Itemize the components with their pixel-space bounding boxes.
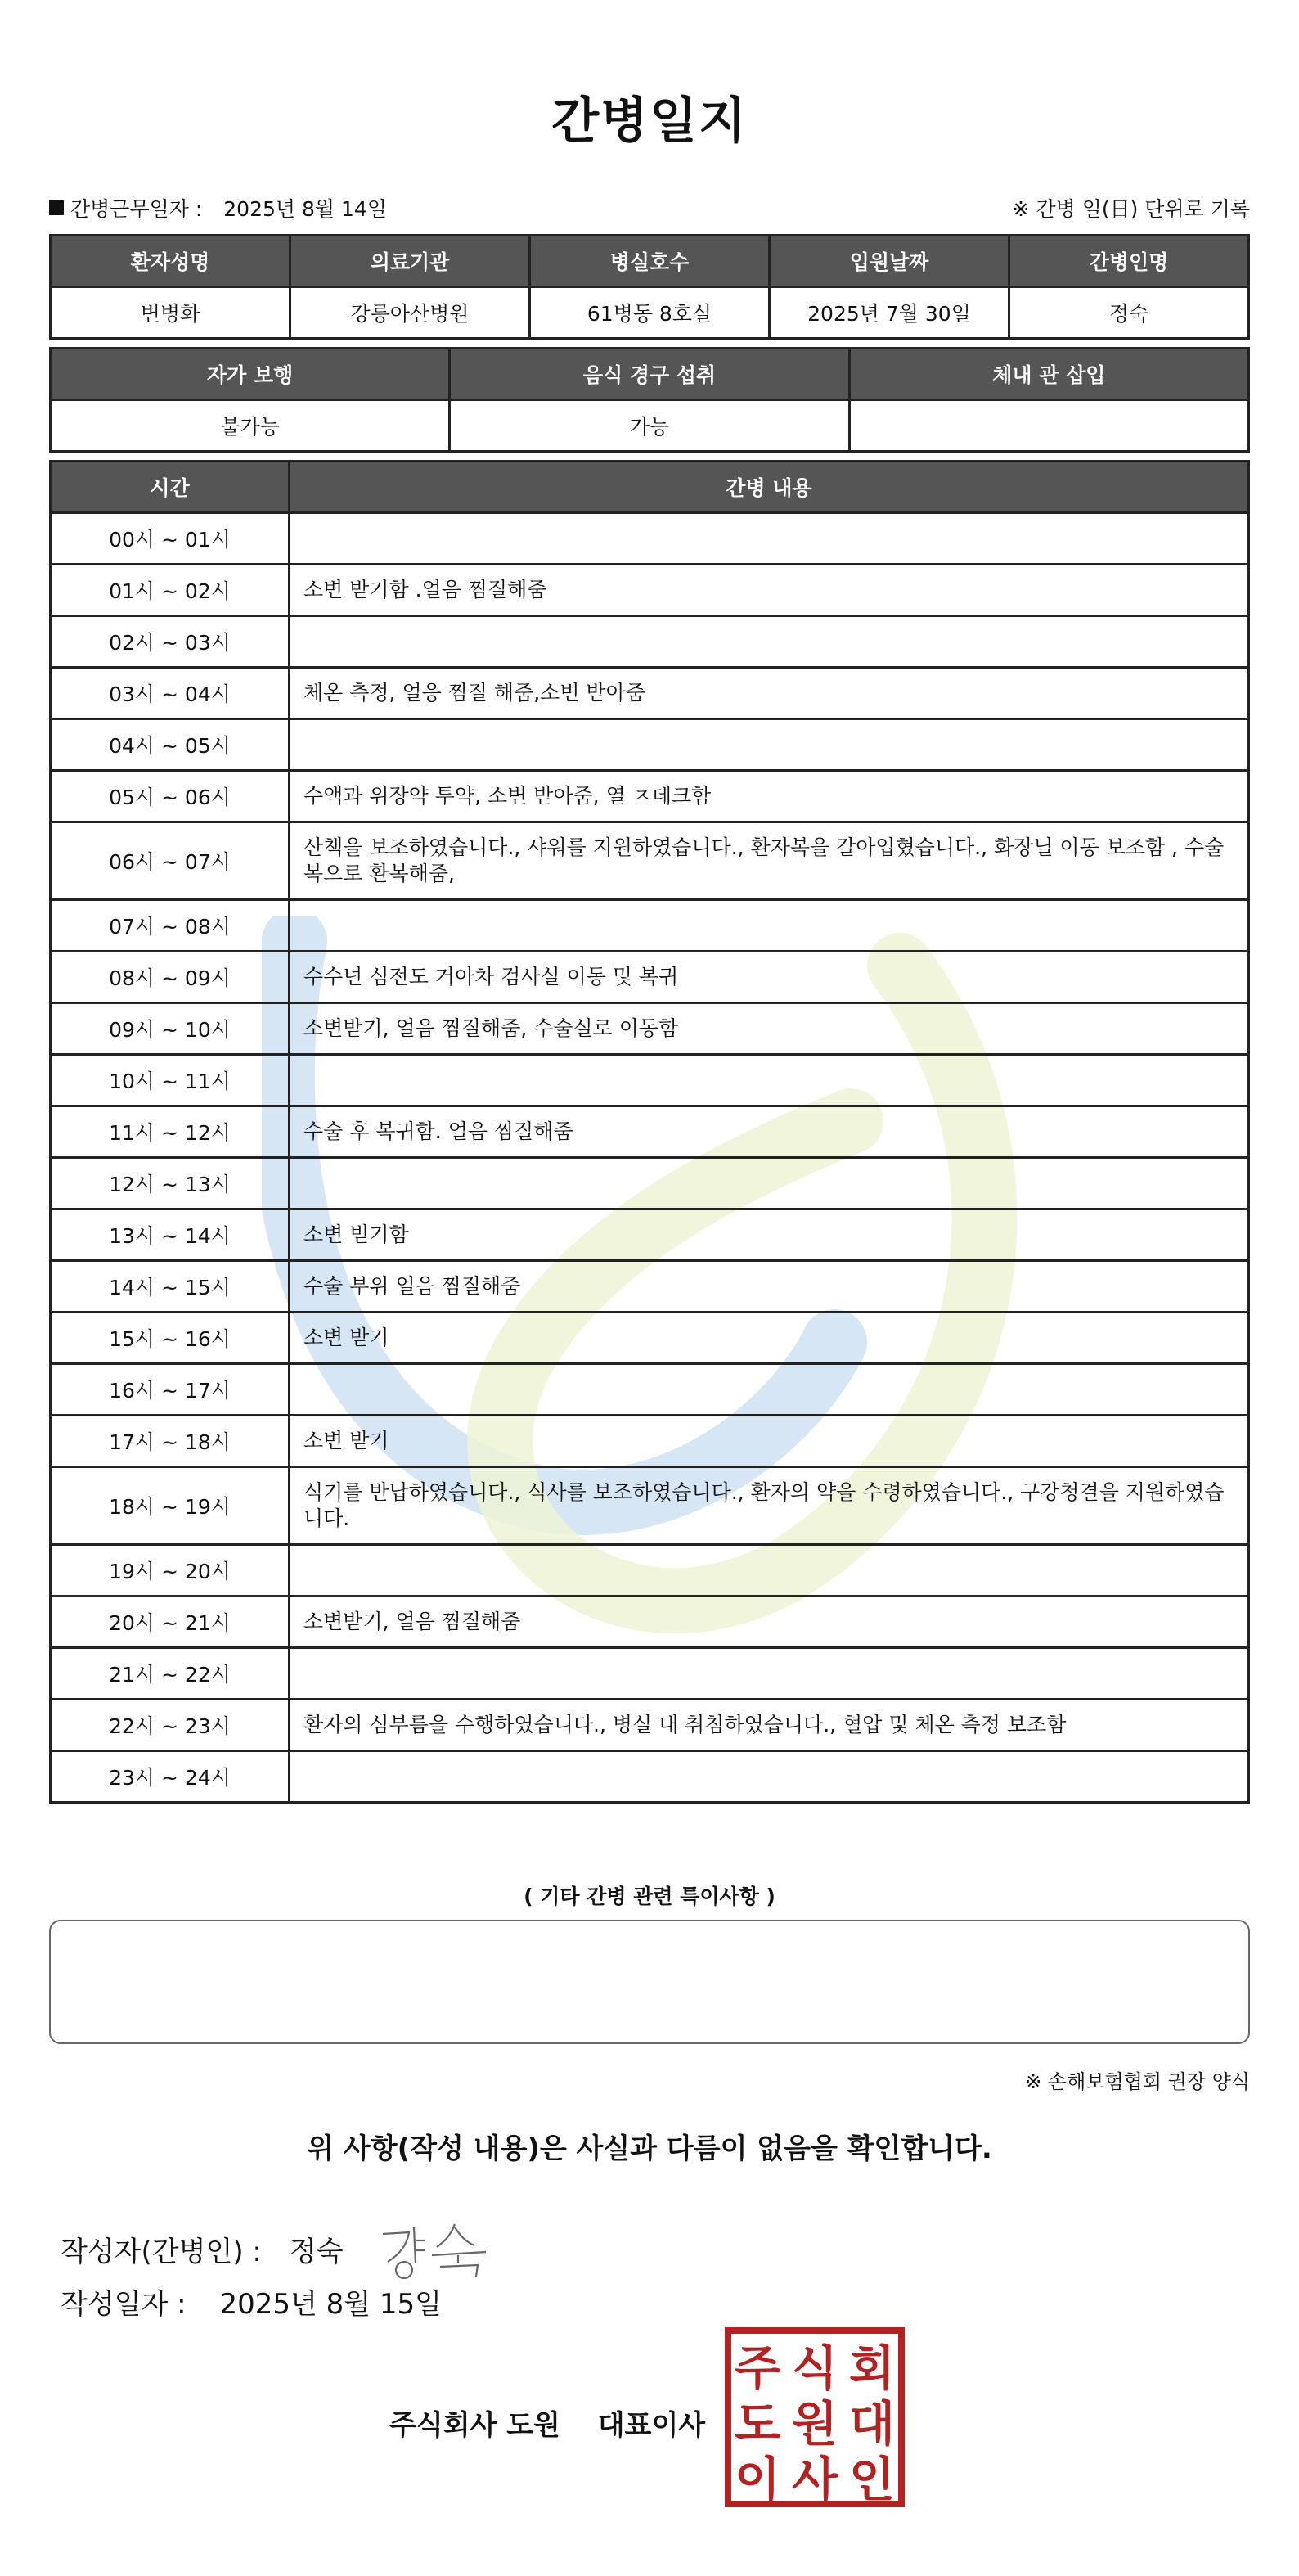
daily-record-note: ※ 간병 일(日) 단위로 기록 bbox=[1012, 197, 1250, 221]
care-log-time: 11시 ~ 12시 bbox=[51, 1106, 290, 1158]
header-room: 병실호수 bbox=[530, 236, 770, 287]
work-date-value: 2025년 8월 14일 bbox=[223, 197, 387, 221]
care-log-time: 07시 ~ 08시 bbox=[51, 900, 290, 952]
care-log-row bbox=[51, 1209, 1249, 1261]
svg-text:사: 사 bbox=[791, 2452, 838, 2507]
care-log-row bbox=[51, 1648, 1249, 1700]
care-log-content bbox=[290, 1648, 1249, 1700]
care-log-row bbox=[51, 771, 1249, 822]
oral-intake-status: 가능 bbox=[450, 400, 849, 452]
care-log-time: 02시 ~ 03시 bbox=[51, 616, 290, 668]
care-log-row bbox=[51, 513, 1249, 565]
writer-label: 작성자(간병인) : bbox=[61, 2235, 262, 2268]
care-log-row bbox=[51, 616, 1249, 668]
care-log-content: 체온 측정, 얼응 찜질 해줌,소변 받아줌 bbox=[290, 668, 1249, 719]
form-source-note: ※ 손해보험협회 권장 양식 bbox=[1025, 2070, 1250, 2093]
svg-text:도: 도 bbox=[734, 2396, 781, 2452]
care-log-content bbox=[290, 719, 1249, 771]
care-log-row bbox=[51, 1364, 1249, 1416]
care-log-time: 12시 ~ 13시 bbox=[51, 1158, 290, 1209]
care-log-content bbox=[290, 900, 1249, 952]
svg-text:이: 이 bbox=[734, 2452, 781, 2507]
care-log-row bbox=[51, 1055, 1249, 1106]
care-log-content: 소변받기, 얼음 찜질해줌, 수술실로 이동함 bbox=[290, 1003, 1249, 1055]
header-walking: 자가 보행 bbox=[51, 349, 450, 400]
patient-name: 변병화 bbox=[51, 287, 290, 339]
care-log-row bbox=[51, 900, 1249, 952]
header-hospital: 의료기관 bbox=[290, 236, 530, 287]
tube-insertion-status bbox=[849, 400, 1248, 452]
care-log-content: 식기를 반납하였습니다., 식사를 보조하였습니다., 환자의 약을 수령하였습니다., 구강청결을 지원하였습니다. bbox=[290, 1467, 1249, 1545]
care-log-time: 19시 ~ 20시 bbox=[51, 1545, 290, 1596]
header-care-content: 간병 내용 bbox=[290, 462, 1249, 513]
hospital-name: 강릉아산병원 bbox=[290, 287, 530, 339]
walking-status: 불가능 bbox=[51, 400, 450, 452]
patient-info-table bbox=[49, 234, 1250, 340]
care-log-row bbox=[51, 1003, 1249, 1055]
care-log-row bbox=[51, 1158, 1249, 1209]
remarks-box bbox=[49, 1920, 1250, 2044]
care-log-row bbox=[51, 1596, 1249, 1648]
page-title: 간병일지 bbox=[551, 92, 748, 150]
care-log-content: 수술 후 복귀함. 얼음 찜질해줌 bbox=[290, 1106, 1249, 1158]
care-log-content: 환자의 심부름을 수행하였습니다., 병실 내 취침하였습니다., 혈압 및 체온 측정 보조함 bbox=[290, 1700, 1249, 1751]
care-log-row bbox=[51, 1545, 1249, 1596]
confirmation-statement: 위 사항(작성 내용)은 사실과 다름이 없음을 확인합니다. bbox=[307, 2132, 992, 2165]
care-log-time: 01시 ~ 02시 bbox=[51, 565, 290, 616]
care-log-time: 18시 ~ 19시 bbox=[51, 1467, 290, 1545]
care-log-row bbox=[51, 1106, 1249, 1158]
svg-text:대: 대 bbox=[848, 2396, 896, 2452]
svg-text:주: 주 bbox=[734, 2340, 781, 2396]
care-log-row bbox=[51, 1467, 1249, 1545]
care-log-content bbox=[290, 1055, 1249, 1106]
care-log-time: 14시 ~ 15시 bbox=[51, 1261, 290, 1313]
care-log-content bbox=[290, 616, 1249, 668]
company-line bbox=[389, 2403, 705, 2443]
care-log-time: 00시 ~ 01시 bbox=[51, 513, 290, 565]
square-bullet-icon bbox=[49, 200, 64, 215]
care-log-content: 소변받기, 얼음 찜질해줌 bbox=[290, 1596, 1249, 1648]
work-date bbox=[49, 193, 387, 223]
care-log-time: 13시 ~ 14시 bbox=[51, 1209, 290, 1261]
care-log-content: 수술 부위 얼음 찜질해줌 bbox=[290, 1261, 1249, 1313]
caregiver-name: 정숙 bbox=[1009, 287, 1249, 339]
care-log-content bbox=[290, 1158, 1249, 1209]
writer-line bbox=[61, 2216, 499, 2281]
care-log-time: 08시 ~ 09시 bbox=[51, 952, 290, 1003]
care-log-content bbox=[290, 513, 1249, 565]
svg-text:회: 회 bbox=[848, 2340, 896, 2396]
care-log-row bbox=[51, 1751, 1249, 1803]
care-log-content bbox=[290, 1751, 1249, 1803]
remarks-title: ( 기타 간병 관련 특이사항 ) bbox=[524, 1885, 775, 1908]
care-log-row bbox=[51, 1700, 1249, 1751]
svg-text:식: 식 bbox=[791, 2340, 838, 2396]
header-oral-intake: 음식 경구 섭취 bbox=[450, 349, 849, 400]
admission-date: 2025년 7월 30일 bbox=[770, 287, 1009, 339]
patient-status-table bbox=[49, 347, 1250, 453]
room-number: 61병동 8호실 bbox=[530, 287, 770, 339]
care-log-table bbox=[49, 460, 1250, 1804]
care-log-content: 산책을 보조하였습니다., 샤워를 지원하였습니다., 환자복을 갈아입혔습니다., 화장닐 이동 보조함 , 수술복으로 환복해줌, bbox=[290, 822, 1249, 900]
header-patient-name: 환자성명 bbox=[51, 236, 290, 287]
care-log-content: 수액과 위장약 투약, 소변 받아줌, 열 ㅈ데크함 bbox=[290, 771, 1249, 822]
header-caregiver: 간병인명 bbox=[1009, 236, 1249, 287]
care-log-time: 21시 ~ 22시 bbox=[51, 1648, 290, 1700]
work-date-label: 간병근무일자 : bbox=[70, 197, 203, 221]
care-log-time: 15시 ~ 16시 bbox=[51, 1313, 290, 1364]
care-log-row bbox=[51, 1261, 1249, 1313]
header-tube-insertion: 체내 관 삽입 bbox=[849, 349, 1248, 400]
writer-name: 정숙 bbox=[289, 2235, 344, 2268]
care-log-time: 10시 ~ 11시 bbox=[51, 1055, 290, 1106]
care-log-content bbox=[290, 1364, 1249, 1416]
care-log-time: 20시 ~ 21시 bbox=[51, 1596, 290, 1648]
handwritten-signature bbox=[376, 2216, 499, 2281]
header-time: 시간 bbox=[51, 462, 290, 513]
care-log-time: 06시 ~ 07시 bbox=[51, 822, 290, 900]
write-date-label: 작성일자 : bbox=[61, 2288, 187, 2321]
write-date-value: 2025년 8월 15일 bbox=[219, 2288, 443, 2321]
write-date-line bbox=[61, 2281, 442, 2322]
svg-text:인: 인 bbox=[848, 2452, 896, 2507]
care-log-time: 05시 ~ 06시 bbox=[51, 771, 290, 822]
care-log-time: 17시 ~ 18시 bbox=[51, 1416, 290, 1467]
care-log-row bbox=[51, 565, 1249, 616]
care-log-content: 소변 빋기함 bbox=[290, 1209, 1249, 1261]
care-log-time: 09시 ~ 10시 bbox=[51, 1003, 290, 1055]
care-log-row bbox=[51, 1313, 1249, 1364]
company-representative: 대표이사 bbox=[597, 2409, 706, 2442]
company-name: 주식회사 도원 bbox=[389, 2409, 560, 2442]
care-log-content: 소변 받기 bbox=[290, 1416, 1249, 1467]
care-log-time: 22시 ~ 23시 bbox=[51, 1700, 290, 1751]
care-log-row bbox=[51, 668, 1249, 719]
svg-text:원: 원 bbox=[791, 2396, 838, 2452]
care-log-row bbox=[51, 952, 1249, 1003]
header-admission-date: 입원날짜 bbox=[770, 236, 1009, 287]
care-log-time: 03시 ~ 04시 bbox=[51, 668, 290, 719]
care-log-row bbox=[51, 719, 1249, 771]
care-log-row bbox=[51, 822, 1249, 900]
care-log-content: 수수넌 심전도 거아차 검사실 이동 및 복귀 bbox=[290, 952, 1249, 1003]
care-log-time: 23시 ~ 24시 bbox=[51, 1751, 290, 1803]
care-log-time: 16시 ~ 17시 bbox=[51, 1364, 290, 1416]
care-log-time: 04시 ~ 05시 bbox=[51, 719, 290, 771]
care-log-content: 소변 받기 bbox=[290, 1313, 1249, 1364]
company-seal-stamp bbox=[723, 2326, 906, 2509]
care-log-content: 소변 받기함 .얼음 찜질해줌 bbox=[290, 565, 1249, 616]
care-log-content bbox=[290, 1545, 1249, 1596]
care-log-row bbox=[51, 1416, 1249, 1467]
